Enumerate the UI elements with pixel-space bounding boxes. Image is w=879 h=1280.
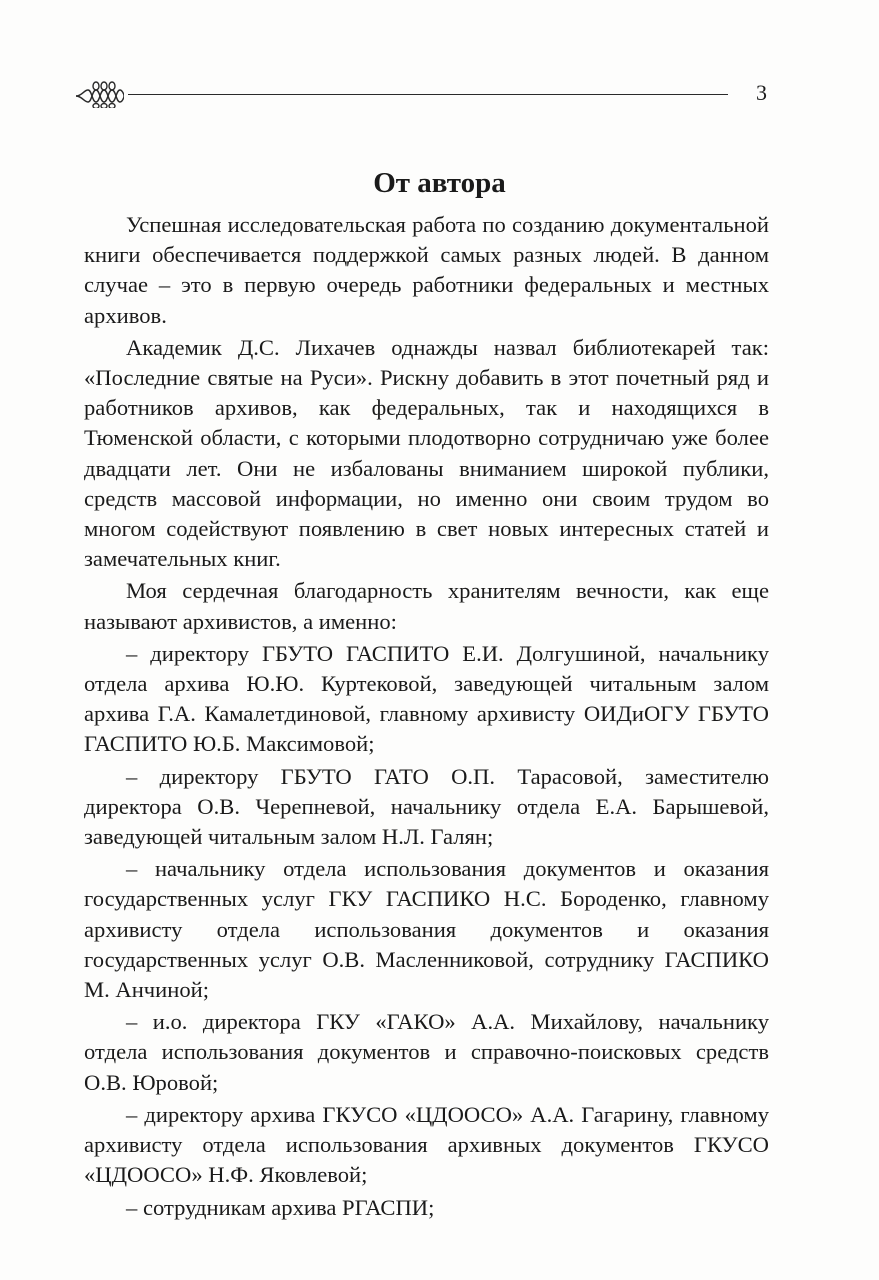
body-text [84,210,769,1223]
chapter-title: От автора [373,167,506,200]
header-rule [128,94,728,95]
paragraph: – директору ГБУТО ГАТО О.П. Тарасовой, заместителю директора О.В. Черепневой, начальнику отдела Е.А. Барышевой, заведующей читальным залом Н.Л. Галян; [84,763,769,850]
paragraph: Моя сердечная благодарность хранителям вечности, как еще называют архивистов, а именно: [84,578,769,634]
paragraph: – и.о. директора ГКУ «ГАКО» А.А. Михайлову, начальнику отдела использования документов и справочно-поисковых средств О.В. Юровой; [84,1009,769,1095]
page-number: 3 [756,80,767,105]
paragraph: – директору ГБУТО ГАСПИТО Е.И. Долгушиной, начальнику отдела архива Ю.Ю. Куртековой, заведующей читальным залом архива Г.А. Камалетдиновой, главному архивисту ОИДиОГУ ГБУТО ГАСПИТО Ю.Б. Максимовой; [84,640,769,757]
celtic-knot-ornament-icon [76,80,124,108]
paragraph: – сотрудникам архива РГАСПИ; [126,1194,435,1220]
page-header [76,78,776,110]
paragraph: Успешная исследовательская работа по созданию документальной книги обеспечивается поддержкой самых разных людей. В данном случае – это в первую очередь работники федеральных и местных архивов. [84,212,769,328]
paragraph: Академик Д.С. Лихачев однажды назвал библиотекарей так: «Последние святые на Руси». Рискну добавить в этот почетный ряд и работников архивов, как федеральных, так и находящихся в Тюменской области, с которыми плодотворно сотрудничаю уже более двадцати лет. Они не избалованы вниманием широкой публики, средств массовой информации, но именно они своим трудом во многом содействуют появлению в свет новых интересных статей и замечательных книг. [84,334,769,572]
paragraph: – начальнику отдела использования документов и оказания государственных услуг ГКУ ГАСПИКО Н.С. Бороденко, главному архивисту отдела использования документов и оказания государственных услуг О.В. Масленниковой, сотруднику ГАСПИКО М. Анчиной; [84,856,769,1003]
paragraph: – директору архива ГКУСО «ЦДООСО» А.А. Гагарину, главному архивисту отдела использования архивных документов ГКУСО «ЦДООСО» Н.Ф. Яковлевой; [84,1101,769,1188]
